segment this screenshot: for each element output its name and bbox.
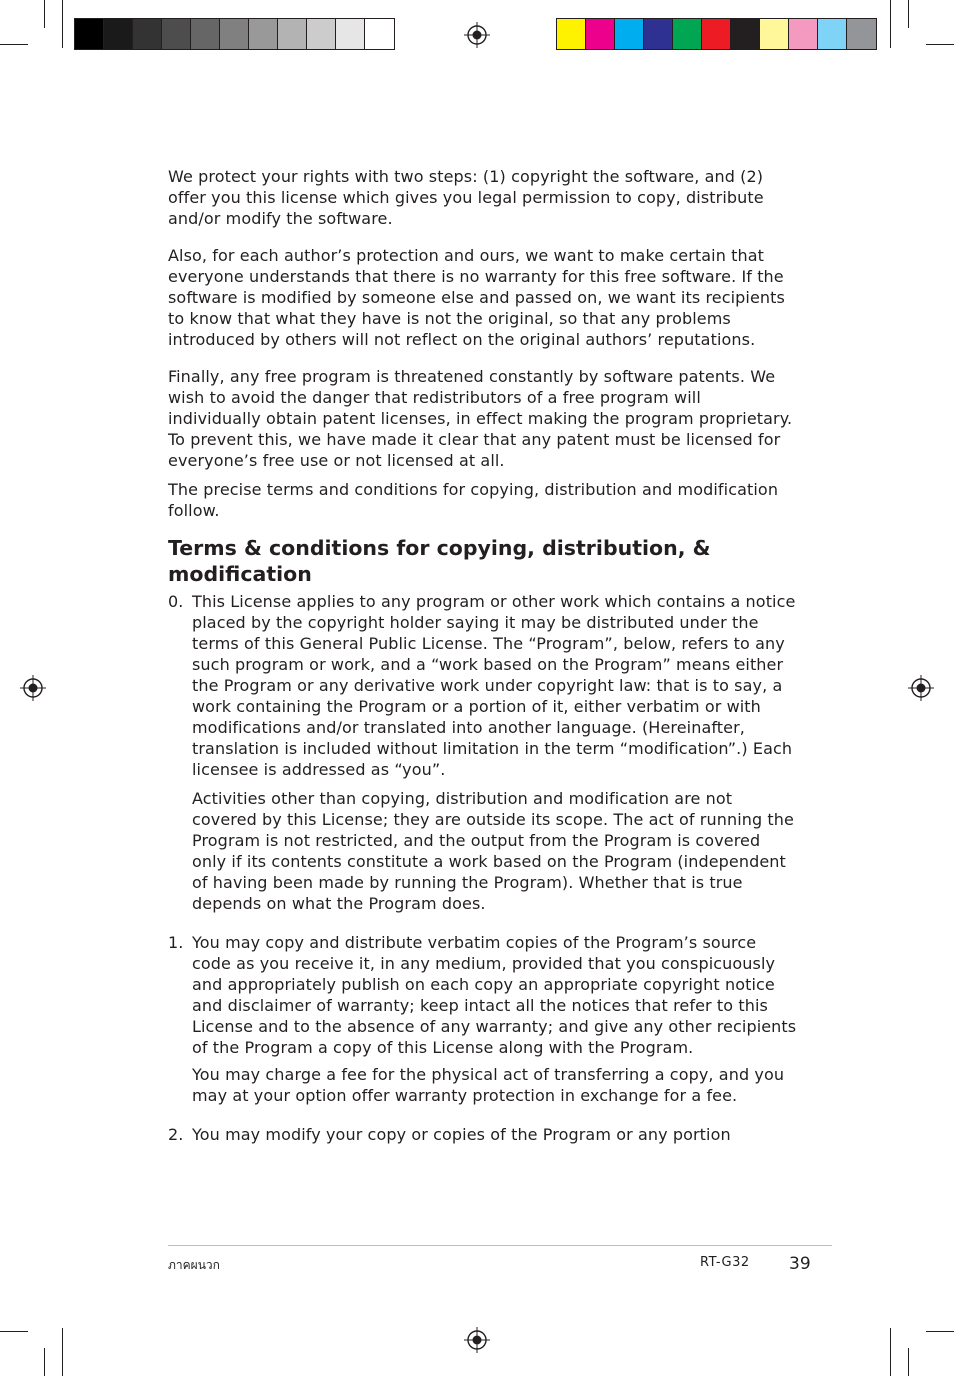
footer-model-name: RT-G32 [700,1255,750,1270]
color-swatch [557,19,586,49]
grayscale-color-bar [74,18,395,50]
crop-mark [62,0,63,48]
list-item [168,932,798,1106]
registration-mark-icon [908,675,934,701]
color-swatch [760,19,789,49]
color-swatch [644,19,673,49]
crop-mark [908,1348,909,1376]
page-body [168,166,798,1163]
color-swatch [365,19,394,49]
intro-paragraph: The precise terms and conditions for copying, distribution and modification follow. [168,480,779,520]
color-swatch [220,19,249,49]
process-color-bar [556,18,877,50]
footer-divider [168,1245,832,1246]
crop-mark [926,44,954,45]
list-item [168,1124,798,1145]
terms-list [168,591,798,1145]
crop-mark [44,1348,45,1376]
crop-mark [890,1328,891,1376]
color-swatch [702,19,731,49]
section-heading: Terms & conditions for copying, distribution, & modification [168,536,711,586]
item-number: 1. [168,933,184,952]
item-paragraph: You may copy and distribute verbatim copies of the Program’s source code as you receive it, in any medium, provided that you conspicuously and appropriately publish on each copy an appropriate copyright notice and disclaimer of warranty; keep intact all the notices that refer to this License and to the absence of any warranty; and give any other recipients of the Program a copy of this License along with the Program. [192,933,797,1057]
item-number: 2. [168,1125,184,1144]
color-swatch [133,19,162,49]
crop-mark [926,1331,954,1332]
item-paragraph: This License applies to any program or other work which contains a notice placed by the copyright holder saying it may be distributed under the terms of this General Public License. The “Program”, below, refers to any such program or work, and a “work based on the Program” means either the Program or any derivative work under copyright law: that is to say, a work containing the Program or a portion of it, either verbatim or with modifications and/or translated into another language. (Hereinafter, translation is included without limitation in the term “modification”.) Each licensee is addressed as “you”. [192,592,796,779]
item-paragraph: You may charge a fee for the physical act of transferring a copy, and you may at your option offer warranty protection in exchange for a fee. [192,1065,785,1105]
color-swatch [586,19,615,49]
registration-mark-icon [20,675,46,701]
color-swatch [278,19,307,49]
color-swatch [75,19,104,49]
color-swatch [673,19,702,49]
color-swatch [818,19,847,49]
crop-mark [0,1331,28,1332]
crop-mark [44,0,45,28]
color-swatch [789,19,818,49]
color-swatch [191,19,220,49]
crop-mark [62,1328,63,1376]
color-swatch [307,19,336,49]
color-swatch [249,19,278,49]
crop-mark [890,0,891,48]
list-item [168,591,798,914]
color-swatch [731,19,760,49]
intro-paragraph: Finally, any free program is threatened constantly by software patents. We wish to avoid the danger that redistributors of a free program will individually obtain patent licenses, in effect making the program proprietary. To prevent this, we have made it clear that any patent must be licensed for everyone’s free use or not licensed at all. [168,367,793,470]
crop-mark [908,0,909,28]
registration-mark-icon [464,1327,490,1353]
color-swatch [104,19,133,49]
color-swatch [615,19,644,49]
item-number: 0. [168,592,184,611]
footer-section-label: ภาคผนวก [168,1258,220,1272]
intro-paragraph: Also, for each author’s protection and ours, we want to make certain that everyone understands that there is no warranty for this free software. If the software is modified by someone else and passed on, we want its recipients to know that what they have is not the original, so that any problems introduced by others will not reflect on the original authors’ reputations. [168,246,785,349]
item-paragraph: You may modify your copy or copies of the Program or any portion [192,1125,731,1144]
item-paragraph: Activities other than copying, distribution and modification are not covered by this License; they are outside its scope. The act of running the Program is not restricted, and the output from the Program is covered only if its contents constitute a work based on the Program (independent of having been made by running the Program). Whether that is true depends on what the Program does. [192,789,794,913]
intro-paragraph: We protect your rights with two steps: (1) copyright the software, and (2) offer you this license which gives you legal permission to copy, distribute and/or modify the software. [168,167,764,228]
crop-mark [0,44,28,45]
color-swatch [162,19,191,49]
color-swatch [336,19,365,49]
page-number: 39 [789,1254,811,1274]
color-swatch [847,19,876,49]
registration-mark-icon [464,22,490,48]
